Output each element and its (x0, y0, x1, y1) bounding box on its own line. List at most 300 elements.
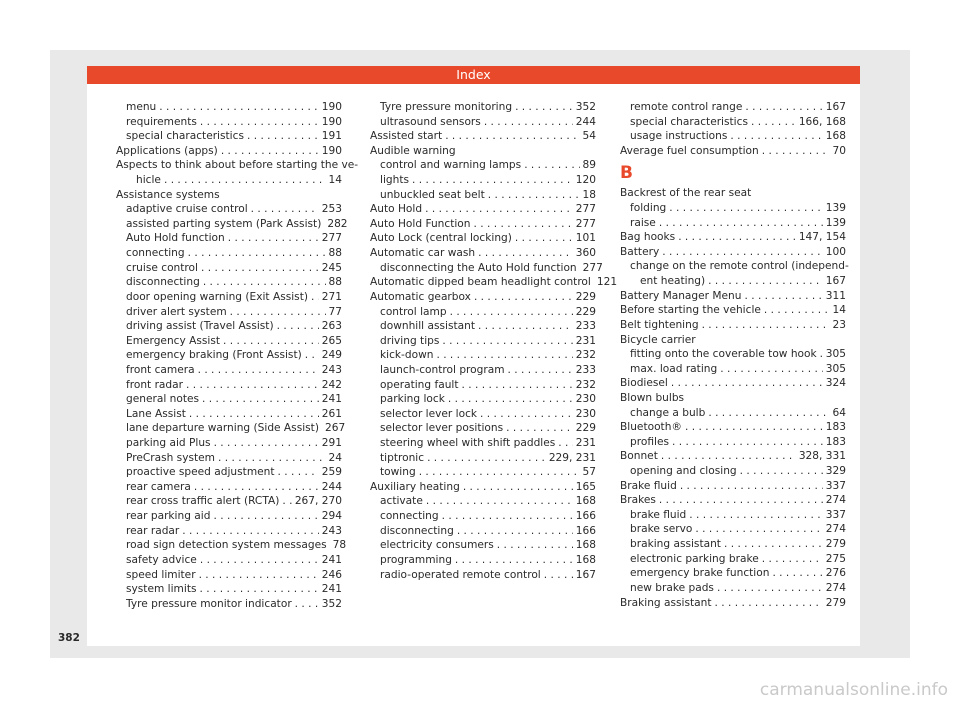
entry-label: disconnecting (380, 524, 454, 537)
entry-page-ref: 261 (321, 407, 342, 420)
index-subentry (116, 465, 342, 480)
entry-label: rear parking aid (126, 510, 211, 523)
entry-label: Backrest of the rear seat (620, 187, 752, 200)
dot-leader (425, 202, 573, 217)
entry-page-ref: 168 (575, 539, 596, 552)
entry-label: steering wheel with shift paddles (380, 437, 556, 450)
entry-label: tiptronic (380, 451, 425, 464)
index-entry (620, 596, 846, 611)
entry-page-ref: 167 (825, 275, 846, 288)
dot-leader (462, 378, 573, 393)
index-entry (620, 420, 846, 435)
index-entry (370, 129, 596, 144)
entry-label: emergency brake function (630, 567, 770, 580)
index-column-3 (620, 100, 849, 610)
dot-leader (474, 290, 573, 305)
entry-label: general notes (126, 393, 200, 406)
dot-leader (230, 305, 326, 320)
dot-leader (685, 420, 823, 435)
entry-label: towing (380, 466, 416, 479)
dot-leader (478, 319, 573, 334)
entry-page-ref: 291 (321, 437, 342, 450)
entry-page-ref: 232 (575, 349, 596, 362)
dot-leader (762, 144, 830, 159)
dot-leader (214, 436, 319, 451)
index-subentry (620, 435, 846, 450)
entry-label: Tyre pressure monitor indicator (126, 597, 292, 610)
dot-leader (221, 144, 319, 159)
dot-leader (678, 230, 796, 245)
index-subentry (370, 524, 596, 539)
index-subentry (620, 508, 846, 523)
index-subentry (116, 217, 348, 232)
entry-label: launch-control program (380, 363, 505, 376)
index-subentry (116, 246, 342, 261)
entry-page-ref: 230 (575, 407, 596, 420)
dot-leader (228, 231, 319, 246)
dot-leader (695, 522, 822, 537)
entry-page-ref: 245 (321, 261, 342, 274)
index-entry (620, 391, 846, 406)
entry-page-ref: 190 (321, 101, 342, 113)
entry-label: special characteristics (630, 115, 748, 128)
index-subentry (116, 348, 342, 363)
entry-page-ref: 231 (575, 437, 596, 450)
entry-page-ref: 276 (825, 567, 846, 580)
entry-label: disconnecting (126, 276, 200, 289)
index-subentry (620, 537, 846, 552)
dot-leader (213, 509, 318, 524)
entry-label: activate (380, 495, 423, 508)
dot-leader (661, 449, 796, 464)
entry-page-ref: 241 (321, 393, 342, 406)
entry-page-ref: 263 (321, 320, 342, 333)
entry-label: Brakes (620, 494, 656, 507)
dot-leader (164, 173, 326, 188)
dot-leader (442, 509, 573, 524)
dot-leader (720, 362, 823, 377)
entry-label: operating fault (380, 378, 459, 391)
dot-leader (445, 129, 579, 144)
entry-label: Auto Lock (central locking) (370, 232, 512, 245)
entry-label: raise (630, 216, 656, 229)
entry-label: door opening warning (Exit Assist) (126, 290, 308, 303)
entry-page-ref: 279 (825, 538, 846, 551)
entry-page-ref: 168 (575, 495, 596, 508)
index-subentry (116, 378, 342, 393)
dot-leader (484, 115, 573, 130)
index-entry (620, 230, 846, 245)
entry-page-ref: 139 (825, 202, 846, 215)
dot-leader (448, 392, 573, 407)
entry-label: Tyre pressure monitoring (380, 101, 513, 113)
index-subentry (370, 363, 596, 378)
entry-label: ent heating) (640, 275, 706, 288)
index-entry (620, 318, 846, 333)
dot-leader (188, 246, 326, 261)
index-entry (370, 480, 596, 495)
dot-leader (201, 261, 319, 276)
entry-label: brake servo (630, 523, 693, 536)
entry-page-ref: 274 (825, 581, 846, 594)
entry-label: Lane Assist (126, 407, 186, 420)
entry-page-ref: 78 (332, 539, 347, 552)
index-subentry (116, 524, 342, 539)
entry-label: Average fuel consumption (620, 144, 759, 157)
index-entry (370, 246, 596, 261)
entry-label: Auxiliary heating (370, 480, 460, 493)
index-subentry (620, 347, 846, 362)
index-subentry (370, 436, 596, 451)
dot-leader (200, 582, 319, 597)
dot-leader (680, 479, 823, 494)
entry-label: control and warning lamps (380, 159, 522, 172)
entry-label: usage instructions (630, 130, 728, 143)
dot-leader (751, 115, 796, 130)
entry-page-ref: 259 (321, 466, 342, 479)
dot-leader (662, 245, 823, 260)
index-entry (620, 245, 846, 260)
entry-label: Aspects to think about before starting the ve- (116, 159, 359, 172)
entry-label: Assisted start (370, 130, 443, 143)
entry-page-ref: 14 (328, 174, 342, 187)
entry-page-ref: 352 (575, 101, 596, 113)
entry-label: Braking assistant (620, 596, 712, 609)
index-entry (370, 217, 596, 232)
dot-leader (730, 129, 822, 144)
index-entry (620, 449, 846, 464)
index-subentry (620, 216, 846, 231)
dot-leader (689, 508, 822, 523)
entry-label: Bluetooth® (620, 421, 683, 434)
dot-leader (457, 524, 573, 539)
entry-label: emergency braking (Front Assist) (126, 349, 302, 362)
index-subentry (370, 509, 596, 524)
index-subentry (116, 115, 342, 130)
index-subentry (370, 465, 596, 480)
index-subentry (116, 480, 342, 495)
dot-leader (740, 464, 823, 479)
dot-leader (278, 465, 319, 480)
entry-page-ref: 244 (575, 115, 596, 128)
dot-leader (247, 129, 319, 144)
entry-label: safety advice (126, 553, 197, 566)
entry-page-ref: 100 (825, 245, 846, 258)
entry-page-ref: 277 (575, 203, 596, 216)
index-subentry (620, 566, 846, 581)
entry-page-ref: 190 (321, 144, 342, 157)
entry-page-ref: 57 (582, 466, 596, 479)
index-subentry (370, 421, 596, 436)
index-subentry (620, 362, 846, 377)
entry-label: Bonnet (620, 450, 658, 463)
dot-leader (189, 407, 319, 422)
entry-label: driver alert system (126, 305, 227, 318)
index-subentry (116, 407, 342, 422)
entry-page-ref: 233 (575, 363, 596, 376)
index-entry (370, 275, 618, 290)
entry-page-ref: 167 (825, 101, 846, 113)
entry-label: parking lock (380, 393, 445, 406)
entry-page-ref: 120 (575, 174, 596, 187)
index-entry (620, 479, 846, 494)
index-subentry (370, 553, 596, 568)
entry-page-ref: 88 (328, 276, 342, 289)
entry-label: front radar (126, 378, 183, 391)
dot-leader (455, 553, 573, 568)
entry-label: system limits (126, 583, 197, 596)
entry-label: Bag hooks (620, 231, 676, 244)
dot-leader (419, 465, 580, 480)
index-subentry (116, 275, 342, 290)
entry-page-ref: 229 (575, 305, 596, 318)
entry-label: rear camera (126, 480, 191, 493)
index-entry (370, 231, 596, 246)
index-entry (370, 290, 596, 305)
dot-leader (744, 289, 822, 304)
entry-label: Assistance systems (116, 188, 220, 201)
index-subentry (116, 129, 342, 144)
entry-label: special characteristics (126, 130, 244, 143)
entry-page-ref: 166 (575, 524, 596, 537)
dot-leader (508, 363, 573, 378)
index-subentry (116, 100, 342, 115)
index-subentry (620, 522, 846, 537)
index-subentry (370, 334, 596, 349)
entry-label: Bicycle carrier (620, 333, 696, 346)
dot-leader (659, 493, 823, 508)
index-subentry (620, 552, 846, 567)
index-subentry (370, 568, 596, 583)
entry-page-ref: 305 (825, 362, 846, 375)
entry-label: cruise control (126, 261, 198, 274)
index-subentry (370, 378, 596, 393)
index-subentry (116, 334, 342, 349)
dot-leader (708, 274, 823, 289)
entry-page-ref: 329 (825, 465, 846, 478)
entry-page-ref: 14 (832, 304, 846, 317)
index-entry (620, 493, 846, 508)
entry-page-ref: 249 (321, 349, 342, 362)
entry-label: adaptive cruise control (126, 203, 248, 216)
entry-page-ref: 241 (321, 583, 342, 596)
entry-page-ref: 64 (832, 406, 846, 419)
dot-leader (199, 568, 319, 583)
entry-label: lights (380, 174, 409, 187)
entry-label: folding (630, 202, 667, 215)
dot-leader (672, 435, 823, 450)
entry-page-ref: 89 (582, 159, 596, 172)
index-subentry (370, 392, 596, 407)
entry-label: assisted parting system (Park Assist) (126, 217, 322, 230)
index-subentry (116, 421, 346, 436)
dot-leader (745, 100, 822, 115)
entry-label: Applications (apps) (116, 144, 218, 157)
watermark: carmanualsonline.info (759, 680, 948, 700)
entry-page-ref: 244 (321, 480, 342, 493)
entry-page-ref: 101 (575, 232, 596, 245)
index-subentry (620, 581, 846, 596)
index-entry (620, 333, 846, 348)
entry-page-ref: 166, 168 (798, 115, 846, 128)
dot-leader (412, 173, 573, 188)
entry-page-ref: 294 (321, 510, 342, 523)
entry-page-ref: 277 (575, 217, 596, 230)
index-subentry (620, 464, 846, 479)
dot-leader (426, 494, 573, 509)
index-subentry (370, 188, 596, 203)
entry-page-ref: 230 (575, 393, 596, 406)
dot-leader (194, 480, 319, 495)
entry-page-ref: 18 (582, 188, 596, 201)
entry-page-ref: 147, 154 (798, 231, 846, 244)
index-subentry (620, 259, 849, 274)
entry-label: programming (380, 553, 452, 566)
entry-label: max. load rating (630, 362, 718, 375)
entry-page-ref: 166 (575, 510, 596, 523)
entry-page-ref: 267 (324, 422, 346, 435)
entry-page-ref: 243 (321, 363, 342, 376)
entry-label: electronic parking brake (630, 552, 759, 565)
entry-label: disconnecting the Auto Hold function (380, 261, 577, 274)
entry-label: Auto Hold function (126, 232, 225, 245)
entry-label: Battery Manager Menu (620, 289, 742, 302)
entry-page-ref: 77 (328, 305, 342, 318)
entry-label: requirements (126, 115, 197, 128)
dot-leader (480, 407, 573, 422)
index-subentry (370, 538, 596, 553)
index-subentry (370, 407, 596, 422)
dot-leader (277, 319, 319, 334)
entry-page-ref: 88 (328, 247, 342, 260)
dot-leader (200, 115, 319, 130)
index-subentry (370, 305, 596, 320)
index-column-1 (116, 100, 359, 611)
entry-label: menu (126, 101, 157, 113)
entry-page-ref: 232 (575, 378, 596, 391)
index-entry (116, 144, 342, 159)
dot-leader (524, 158, 579, 173)
dot-leader (702, 318, 830, 333)
entry-label: electricity consumers (380, 539, 494, 552)
entry-page-ref: 183 (825, 435, 846, 448)
entry-page-ref: 267, 270 (294, 495, 342, 508)
entry-label: Biodiesel (620, 377, 668, 390)
entry-page-ref: 282 (327, 217, 348, 230)
index-subentry (620, 100, 846, 115)
index-subentry (116, 568, 342, 583)
entry-page-ref: 275 (825, 552, 846, 565)
entry-label: profiles (630, 435, 669, 448)
entry-page-ref: 305 (825, 348, 846, 361)
dot-leader (762, 552, 823, 567)
index-entry (370, 144, 596, 159)
index-subentry (116, 231, 342, 246)
entry-label: lane departure warning (Side Assist) (126, 422, 319, 435)
index-subentry (116, 290, 342, 305)
dot-leader (515, 231, 573, 246)
dot-leader (764, 303, 830, 318)
dot-leader (478, 246, 573, 261)
index-entry (620, 144, 846, 159)
index-subentry (620, 201, 846, 216)
entry-label: driving assist (Travel Assist) (126, 320, 274, 333)
entry-page-ref: 231 (575, 334, 596, 347)
entry-label: ultrasound sensors (380, 115, 481, 128)
entry-page-ref: 274 (825, 523, 846, 536)
index-entry (116, 158, 359, 173)
dot-leader (558, 436, 572, 451)
index-subentry (116, 363, 342, 378)
index-subentry (116, 392, 342, 407)
entry-page-ref: 165 (575, 480, 596, 493)
index-subentry (370, 115, 596, 130)
dot-leader (223, 334, 319, 349)
dot-leader (515, 100, 573, 115)
index-subentry (620, 274, 846, 289)
index-subentry (116, 319, 342, 334)
entry-page-ref: 229, 231 (548, 451, 596, 464)
entry-label: change on the remote control (independ- (630, 260, 849, 273)
entry-label: connecting (126, 247, 185, 260)
entry-label: connecting (380, 510, 439, 523)
index-subentry (370, 158, 596, 173)
entry-label: unbuckled seat belt (380, 188, 485, 201)
dot-leader (488, 188, 580, 203)
entry-page-ref: 54 (582, 130, 596, 143)
entry-label: Brake fluid (620, 479, 677, 492)
entry-label: braking assistant (630, 538, 721, 551)
index-subentry (370, 261, 603, 276)
index-subentry (370, 348, 596, 363)
entry-label: brake fluid (630, 508, 687, 521)
dot-leader (159, 100, 318, 115)
dot-leader (708, 406, 829, 421)
index-subentry (370, 173, 596, 188)
entry-label: Battery (620, 245, 660, 258)
entry-page-ref: 337 (825, 508, 846, 521)
entry-page-ref: 139 (825, 216, 846, 229)
index-subentry (116, 451, 342, 466)
dot-leader (311, 290, 319, 305)
dot-leader (186, 378, 319, 393)
entry-page-ref: 352 (321, 597, 342, 610)
section-letter: B (620, 163, 633, 184)
index-subentry (370, 319, 596, 334)
entry-label: proactive speed adjustment (126, 466, 275, 479)
index-entry (116, 188, 342, 203)
entry-label: kick-down (380, 349, 434, 362)
entry-page-ref: 229 (575, 422, 596, 435)
entry-page-ref: 274 (825, 494, 846, 507)
entry-page-ref: 253 (321, 203, 342, 216)
index-subentry (116, 261, 342, 276)
entry-label: change a bulb (630, 406, 706, 419)
index-subentry (620, 129, 846, 144)
index-subentry (370, 494, 596, 509)
dot-leader (436, 348, 572, 363)
dot-leader (717, 581, 823, 596)
index-entry (370, 202, 596, 217)
dot-leader (506, 421, 573, 436)
dot-leader (251, 202, 319, 217)
entry-page-ref: 168 (575, 553, 596, 566)
index-subentry (116, 582, 342, 597)
dot-leader (295, 597, 319, 612)
index-subentry (116, 553, 342, 568)
entry-label: rear radar (126, 524, 180, 537)
entry-page-ref: 337 (825, 479, 846, 492)
